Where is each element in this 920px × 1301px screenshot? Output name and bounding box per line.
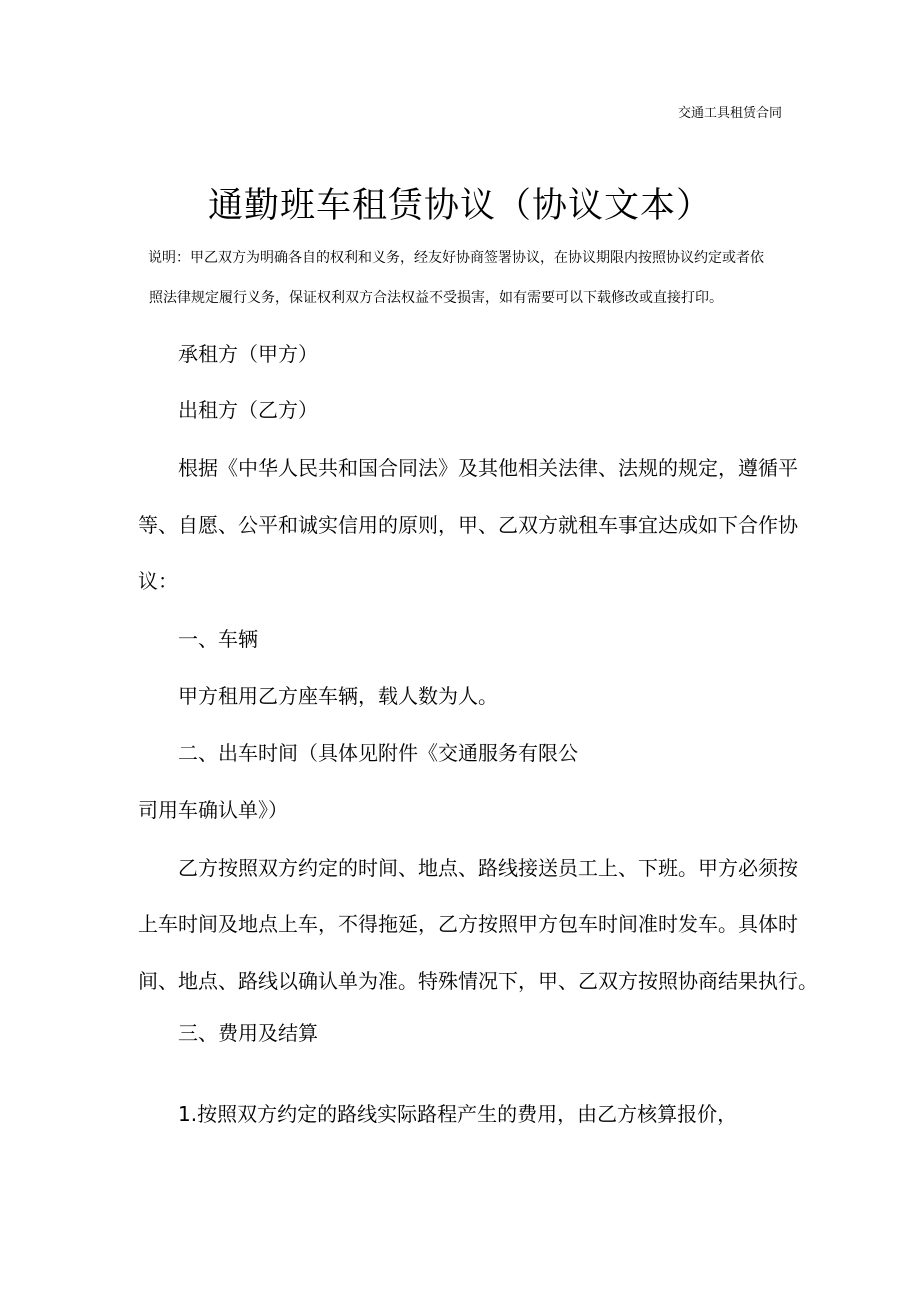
section1-heading: 一、车辆	[178, 627, 258, 651]
section3-heading: 三、费用及结算	[178, 1021, 318, 1045]
document-title: 通勤班车租赁协议（协议文本）	[207, 186, 712, 226]
section2-text-line-1: 乙方按照双方约定的时间、地点、路线接送员工上、下班。甲方必须按	[178, 856, 798, 880]
preamble-line-3: 议：	[138, 569, 178, 593]
note-line-2: 照法律规定履行义务，保证权利双方合法权益不受损害，如有需要可以下载修改或直接打印。	[149, 290, 723, 306]
preamble-line-1: 根据《中华人民共和国合同法》及其他相关法律、法规的规定，遵循平	[178, 456, 798, 480]
section2-text-line-2: 上车时间及地点上车，不得拖延，乙方按照甲方包车时间准时发车。具体时	[138, 912, 798, 936]
section1-text: 甲方租用乙方座车辆，载人数为人。	[178, 684, 498, 708]
lessor-line: 出租方（乙方）	[178, 398, 318, 422]
section2-text-line-3: 间、地点、路线以确认单为准。特殊情况下，甲、乙双方按照协商结果执行。	[138, 969, 818, 993]
lessee-line: 承租方（甲方）	[178, 342, 318, 366]
header-tag: 交通工具租赁合同	[677, 106, 782, 121]
preamble-line-2: 等、自愿、公平和诚实信用的原则，甲、乙双方就租车事宜达成如下合作协	[138, 513, 798, 537]
section3-item-1: 1.按照双方约定的路线实际路程产生的费用，由乙方核算报价，	[178, 1102, 738, 1126]
section2-heading-line-2: 司用车确认单》）	[138, 798, 288, 822]
section2-heading-line-1: 二、出车时间（具体见附件《交通服务有限公	[178, 741, 578, 765]
note-line-1: 说明：甲乙双方为明确各自的权利和义务，经友好协商签署协议，在协议期限内按照协议约定或者依	[148, 250, 764, 266]
